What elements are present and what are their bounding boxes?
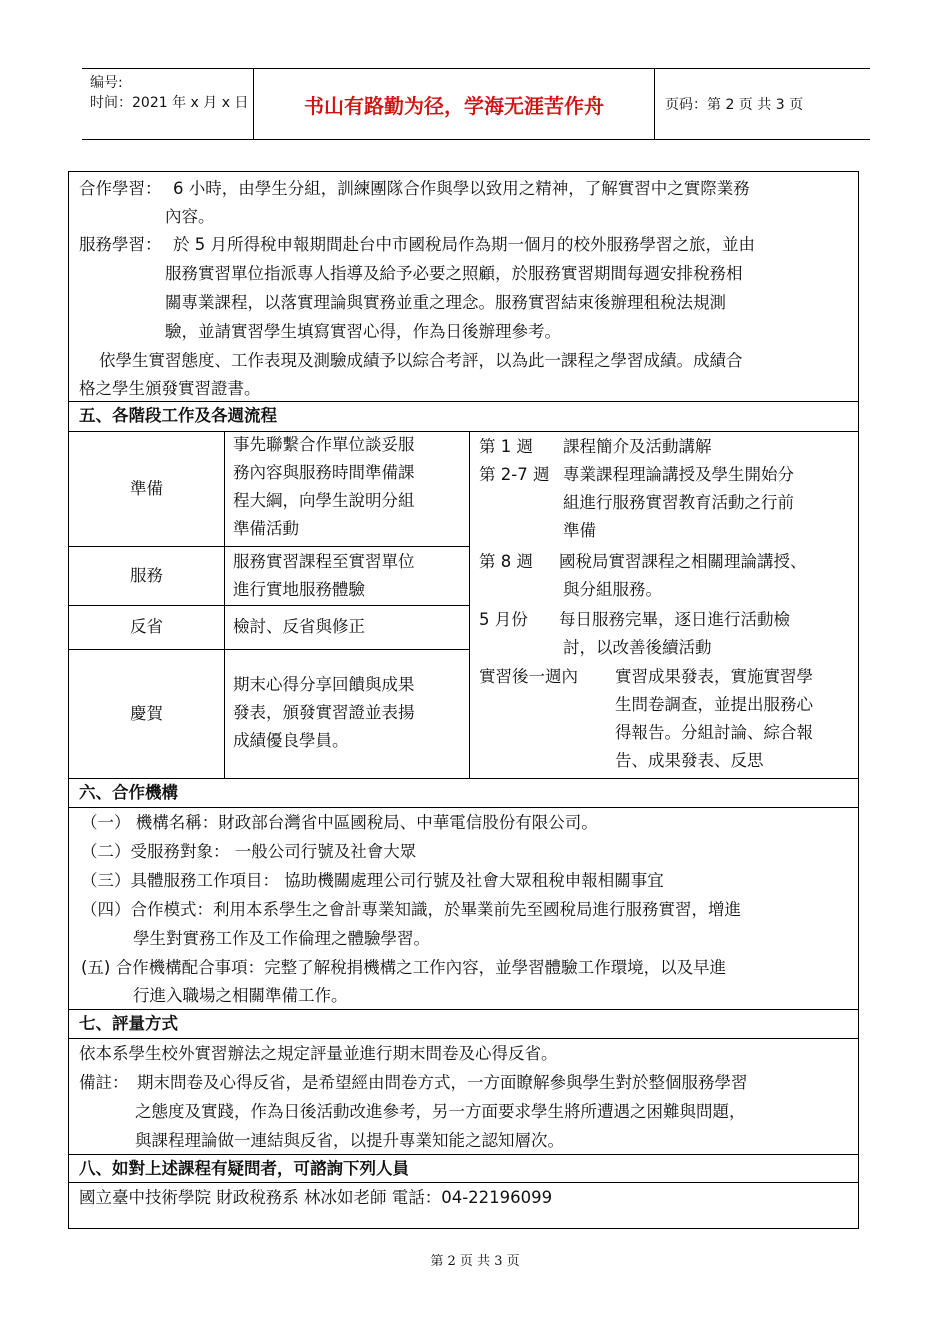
contact-text: 國立臺中技術學院 財政稅務系 林冰如老師 電話：04-22196099 bbox=[79, 1188, 553, 1207]
schedule-what: 國稅局實習課程之相關理論講授、 bbox=[559, 552, 807, 571]
stage-desc: 期末心得分享回饋與成果 發表，頒發實習證並表揚 成績優良學員。 bbox=[233, 675, 415, 750]
schedule-what: 課程簡介及活動講解 bbox=[563, 437, 712, 456]
org-item: （四）合作模式：利用本系學生之會計專業知識，於畢業前先至國稅局進行服務實習，增進 bbox=[81, 900, 741, 919]
schedule-what: 與分組服務。 bbox=[563, 580, 662, 599]
org-item: （二）受服務對象： 一般公司行號及社會大眾 bbox=[81, 842, 417, 861]
section7-title: 七、評量方式 bbox=[79, 1014, 178, 1033]
header-code: 编号: bbox=[90, 75, 123, 91]
schedule-what: 討，以改善後續活動 bbox=[563, 638, 712, 657]
org-item: （一） 機構名稱：財政部台灣省中區國稅局、中華電信股份有限公司。 bbox=[81, 813, 598, 832]
org-item: 行進入職場之相關準備工作。 bbox=[133, 986, 348, 1005]
header-motto: 书山有路勤为径，学海无涯苦作舟 bbox=[254, 69, 655, 139]
serv-label: 服務學習： bbox=[79, 235, 162, 254]
evaluation-text: 依本系學生校外實習辦法之規定評量並進行期末問卷及心得反省。 bbox=[79, 1044, 558, 1063]
schedule-what: 實習成果發表，實施實習學 生問卷調查，並提出服務心 得報告。分組討論、綜合報 告、成果發表、反思 bbox=[615, 667, 813, 770]
note-text-3: 與課程理論做一連結與反省，以提升專業知能之認知層次。 bbox=[135, 1131, 564, 1150]
serv-text-1: 於 5 月所得稅申報期間赴台中市國稅局作為期一個月的校外服務學習之旅，並由 bbox=[173, 235, 755, 254]
schedule-when: 第 1 週 bbox=[479, 437, 533, 456]
stage-name: 準備 bbox=[130, 479, 163, 498]
section5-title: 五、各階段工作及各週流程 bbox=[79, 406, 277, 425]
schedule-what: 組進行服務實習教育活動之行前 準備 bbox=[563, 493, 794, 540]
note-label: 備註： bbox=[79, 1073, 129, 1092]
eval-text-2: 格之學生頒發實習證書。 bbox=[79, 379, 261, 398]
header-page-info: 页码：第 2 页 共 3 页 bbox=[665, 97, 804, 113]
page-footer: 第 2 页 共 3 页 bbox=[430, 1254, 520, 1269]
stage-name: 服務 bbox=[130, 566, 163, 585]
schedule-what: 每日服務完畢，逐日進行活動檢 bbox=[559, 610, 790, 629]
stage-desc: 檢討、反省與修正 bbox=[233, 617, 365, 636]
content-table bbox=[68, 171, 859, 1229]
stage-name: 反省 bbox=[130, 617, 163, 636]
org-item: （三）具體服務工作項目： 協助機關處理公司行號及社會大眾租稅申報相關事宜 bbox=[81, 871, 664, 890]
schedule-when: 5 月份 bbox=[479, 610, 528, 629]
stage-desc: 事先聯繫合作單位談妥服 務內容與服務時間準備課 程大綱，向學生說明分組 準備活動 bbox=[233, 435, 415, 538]
coop-text-1: 6 小時，由學生分組，訓練團隊合作與學以致用之精神，了解實習中之實際業務 bbox=[173, 179, 750, 198]
note-text-1: 期末問卷及心得反省，是希望經由問卷方式，一方面瞭解參與學生對於整個服務學習 bbox=[137, 1073, 748, 1092]
schedule-what: 專業課程理論講授及學生開始分 bbox=[563, 465, 794, 484]
eval-text-1: 依學生實習態度、工作表現及測驗成績予以綜合考評，以為此一課程之學習成績。成績合 bbox=[99, 351, 743, 370]
org-item: (五) 合作機構配合事項：完整了解稅捐機構之工作內容，並學習體驗工作環境，以及早進 bbox=[81, 958, 727, 977]
serv-text-4: 驗，並請實習學生填寫實習心得，作為日後辦理參考。 bbox=[165, 322, 561, 341]
note-text-2: 之態度及實踐，作為日後活動改進參考，另一方面要求學生將所遭遇之困難與問題， bbox=[135, 1102, 746, 1121]
coop-text-2: 內容。 bbox=[165, 207, 215, 226]
serv-text-3: 關專業課程，以落實理論與實務並重之理念。服務實習結束後辦理租稅法規測 bbox=[165, 293, 726, 312]
serv-text-2: 服務實習單位指派專人指導及給予必要之照顧，於服務實習期間每週安排稅務相 bbox=[165, 264, 743, 283]
stage-desc: 服務實習課程至實習單位 進行實地服務體驗 bbox=[233, 552, 415, 599]
section8-title: 八、如對上述課程有疑問者，可諮詢下列人員 bbox=[79, 1159, 409, 1178]
header-meta bbox=[82, 69, 254, 139]
org-item: 學生對實務工作及工作倫理之體驗學習。 bbox=[133, 929, 430, 948]
page-header bbox=[82, 68, 870, 140]
schedule-when: 第 2-7 週 bbox=[479, 465, 550, 484]
header-time: 时间：2021 年 x 月 x 日 bbox=[90, 95, 249, 111]
stage-name: 慶賀 bbox=[130, 704, 163, 723]
section6-title: 六、合作機構 bbox=[79, 783, 178, 802]
schedule-when: 第 8 週 bbox=[479, 552, 533, 571]
coop-label: 合作學習： bbox=[79, 179, 162, 198]
schedule-when: 實習後一週內 bbox=[479, 667, 578, 686]
